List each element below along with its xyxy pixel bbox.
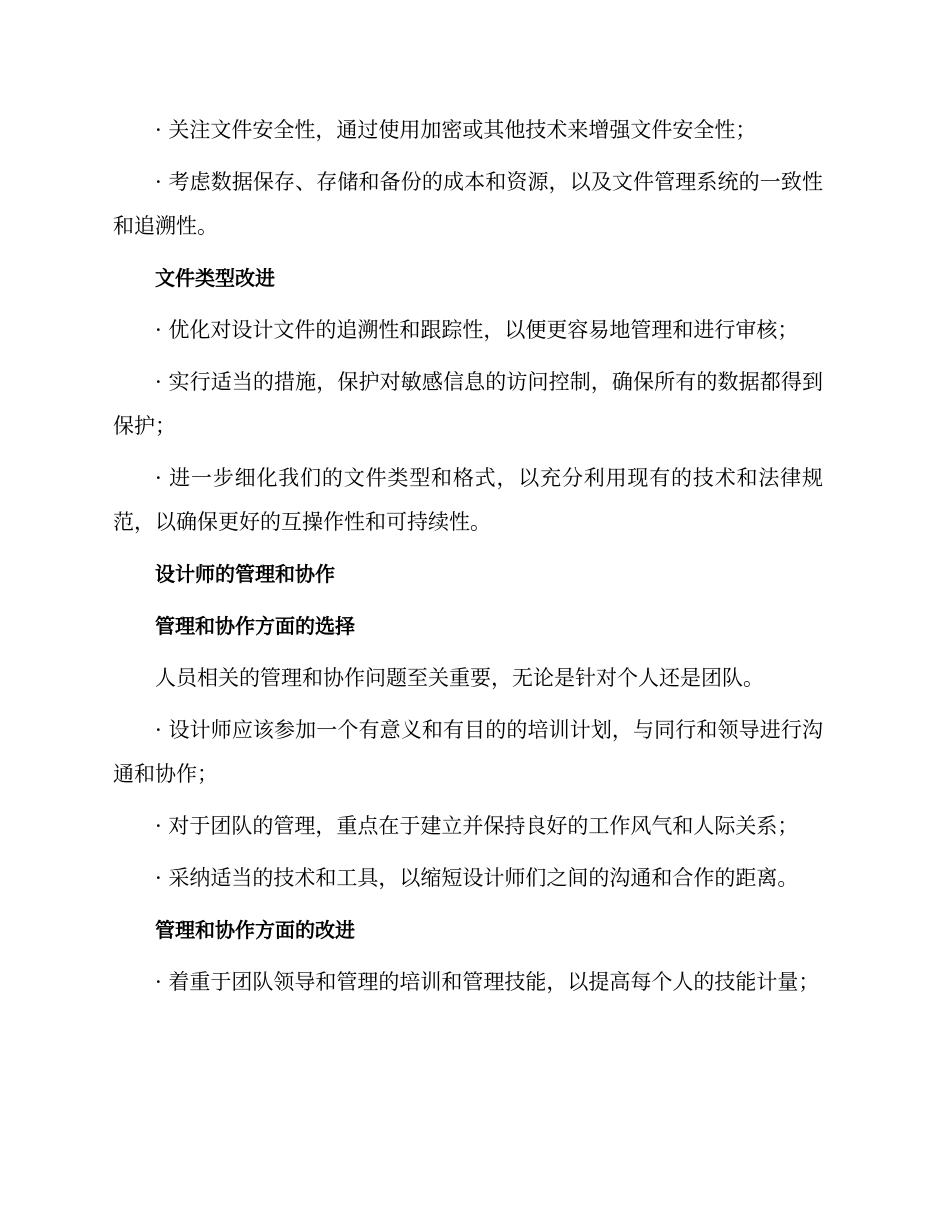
heading-file-type-improvement: 文件类型改进 — [155, 266, 275, 290]
bullet-leadership-training: · 着重于团队领导和管理的培训和管理技能，以提高每个人的技能计量； — [155, 970, 820, 994]
bullet-training-plan: · 设计师应该参加一个有意义和有目的的培训计划，与同行和领导进行沟通和协作； — [113, 718, 823, 786]
document-page — [113, 108, 823, 1012]
heading-designer-management: 设计师的管理和协作 — [155, 562, 335, 586]
bullet-file-formats: · 进一步细化我们的文件类型和格式，以充分利用现有的技术和法律规范，以确保更好的互操作性和可持续性。 — [113, 466, 823, 534]
bullet-access-control: · 实行适当的措施，保护对敏感信息的访问控制，确保所有的数据都得到保护； — [113, 370, 823, 438]
heading-management-choices: 管理和协作方面的选择 — [155, 614, 355, 638]
bullet-team-management: · 对于团队的管理，重点在于建立并保持良好的工作风气和人际关系； — [155, 814, 799, 838]
bullet-file-security: · 关注文件安全性，通过使用加密或其他技术来增强文件安全性； — [155, 118, 757, 142]
bullet-traceability: · 优化对设计文件的追溯性和跟踪性，以便更容易地管理和进行审核； — [155, 318, 799, 342]
bullet-tools: · 采纳适当的技术和工具，以缩短设计师们之间的沟通和合作的距离。 — [155, 866, 799, 890]
bullet-data-cost: · 考虑数据保存、存储和备份的成本和资源，以及文件管理系统的一致性和追溯性。 — [113, 170, 823, 238]
heading-management-improvement: 管理和协作方面的改进 — [155, 918, 355, 942]
paragraph-personnel: 人员相关的管理和协作问题至关重要，无论是针对个人还是团队。 — [155, 666, 764, 690]
